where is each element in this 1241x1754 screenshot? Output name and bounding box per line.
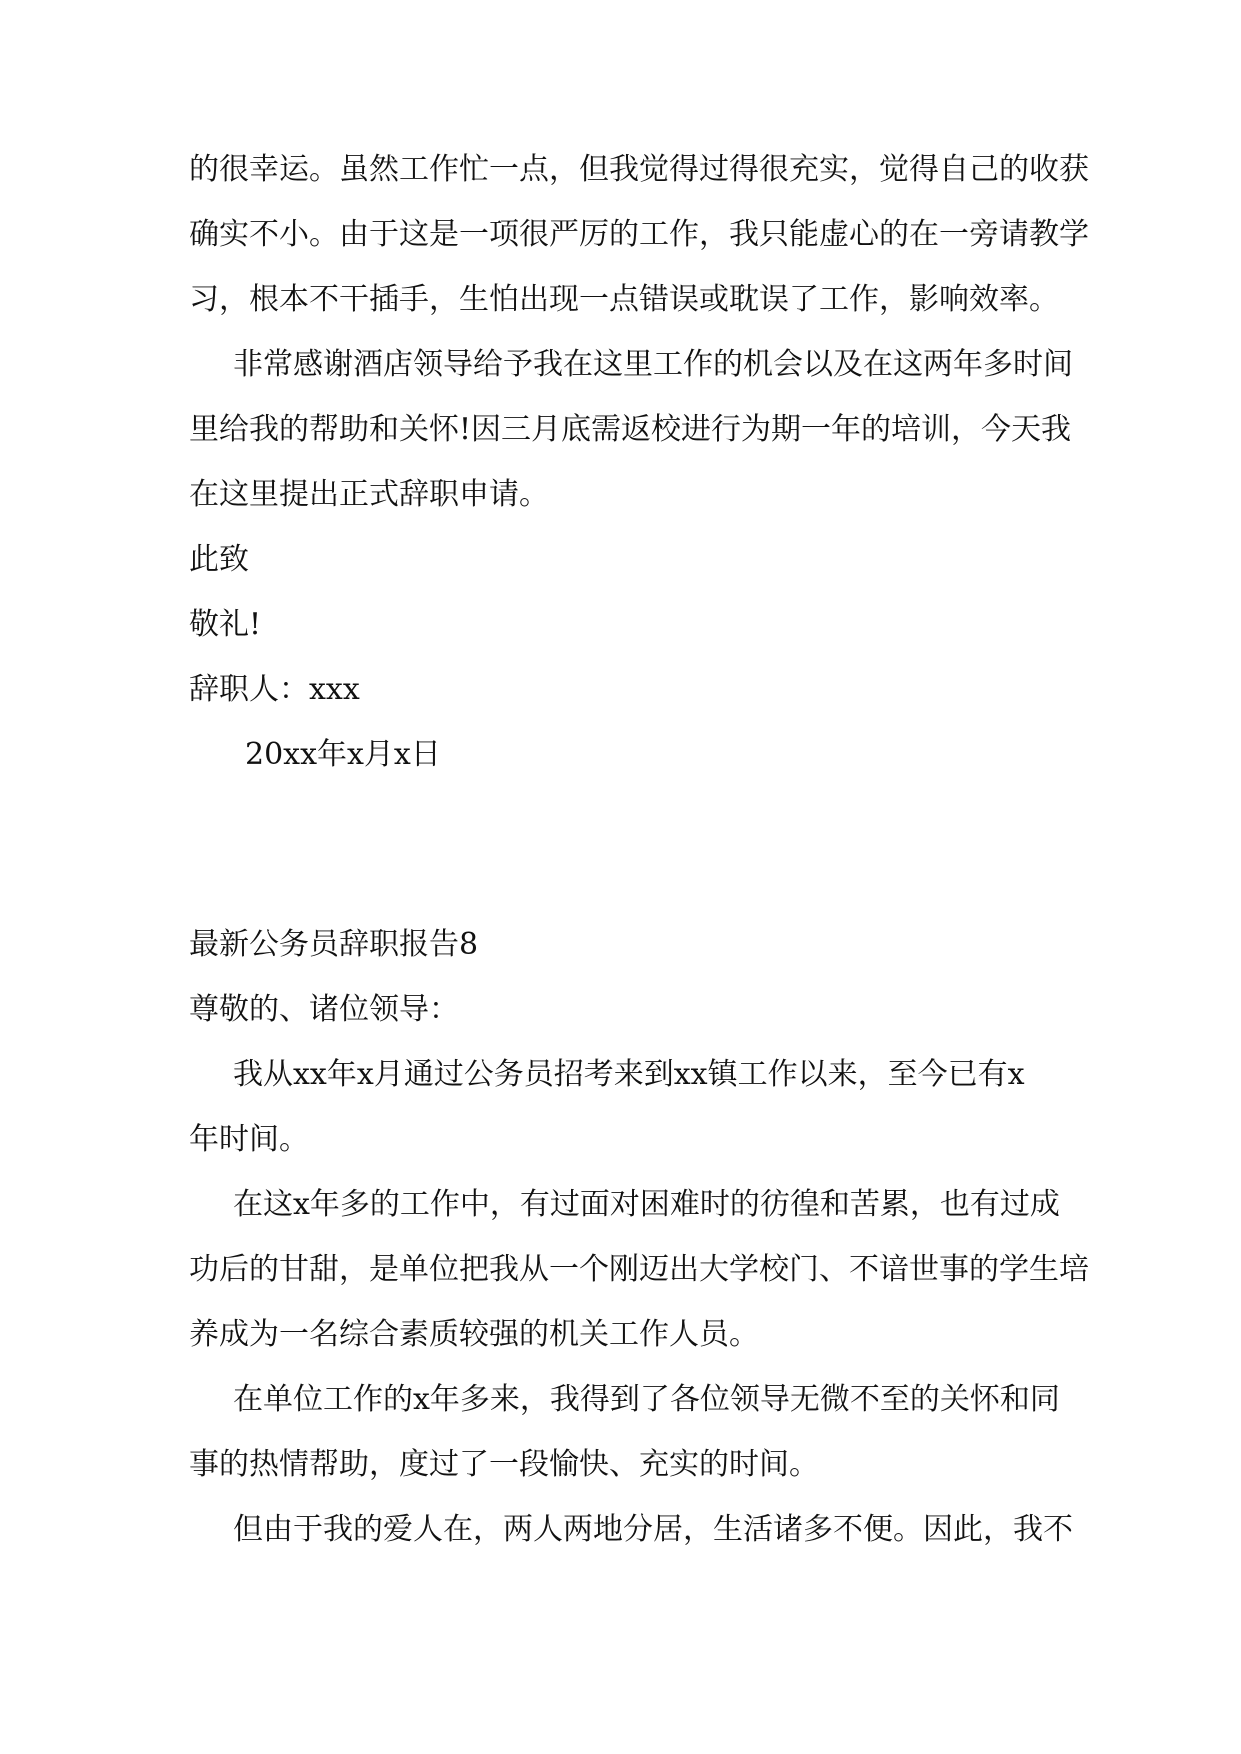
paragraph-4-line-3: 养成为一名综合素质较强的机关工作人员。 xyxy=(189,1317,759,1352)
date: 20xx年x月x日 xyxy=(245,737,441,772)
paragraph-1-line-1: 的很幸运。虽然工作忙一点，但我觉得过得很充实，觉得自己的收获 xyxy=(189,152,1089,187)
paragraph-4-line-1: 在这x年多的工作中，有过面对困难时的彷徨和苦累，也有过成 xyxy=(233,1187,1060,1222)
paragraph-2-line-3: 在这里提出正式辞职申请。 xyxy=(189,477,549,512)
paragraph-1-line-2: 确实不小。由于这是一项很严厉的工作，我只能虚心的在一旁请教学 xyxy=(189,217,1089,252)
signature: 辞职人：xxx xyxy=(189,672,360,707)
closing-2: 敬礼! xyxy=(189,607,262,642)
closing-1: 此致 xyxy=(189,542,249,577)
paragraph-5-line-2: 事的热情帮助，度过了一段愉快、充实的时间。 xyxy=(189,1447,819,1482)
paragraph-6-line-1: 但由于我的爱人在，两人两地分居，生活诸多不便。因此，我不 xyxy=(233,1512,1073,1547)
paragraph-2-line-2: 里给我的帮助和关怀!因三月底需返校进行为期一年的培训，今天我 xyxy=(189,412,1072,447)
section-title: 最新公务员辞职报告8 xyxy=(189,927,479,962)
paragraph-3-line-1: 我从xx年x月通过公务员招考来到xx镇工作以来，至今已有x xyxy=(233,1057,1025,1092)
paragraph-3-line-2: 年时间。 xyxy=(189,1122,309,1157)
paragraph-2-line-1: 非常感谢酒店领导给予我在这里工作的机会以及在这两年多时间 xyxy=(233,347,1073,382)
paragraph-1-line-3: 习，根本不干插手，生怕出现一点错误或耽误了工作，影响效率。 xyxy=(189,282,1059,317)
paragraph-4-line-2: 功后的甘甜，是单位把我从一个刚迈出大学校门、不谙世事的学生培 xyxy=(189,1252,1089,1287)
paragraph-5-line-1: 在单位工作的x年多来，我得到了各位领导无微不至的关怀和同 xyxy=(233,1382,1060,1417)
salutation: 尊敬的、诸位领导： xyxy=(189,992,459,1027)
